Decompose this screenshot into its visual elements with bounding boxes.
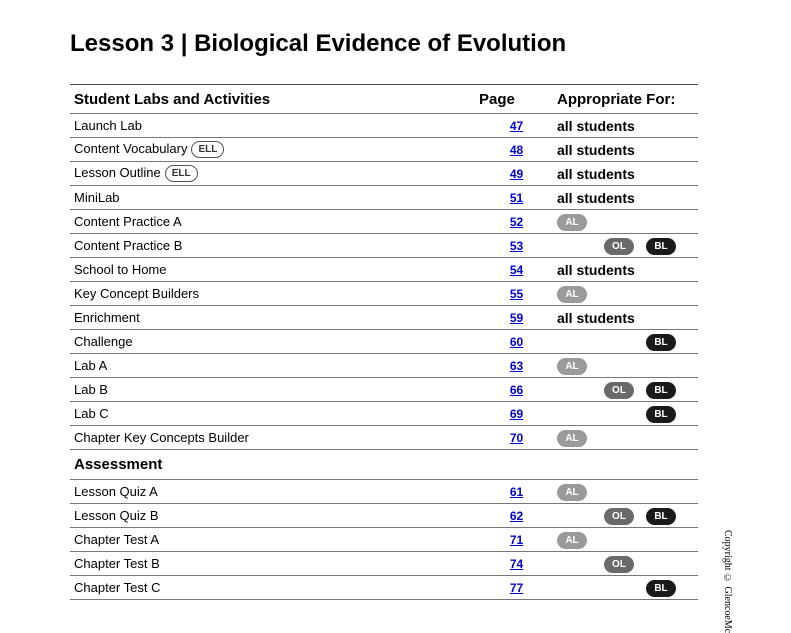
page-link[interactable]: 54 bbox=[509, 263, 524, 277]
al-badge: AL bbox=[557, 286, 587, 303]
section-header-row bbox=[70, 450, 698, 480]
header-page: Page bbox=[479, 85, 554, 114]
ell-badge: ELL bbox=[165, 165, 198, 182]
table-row bbox=[70, 258, 698, 282]
activity-name: Content Vocabulary bbox=[74, 140, 188, 156]
page-link[interactable]: 70 bbox=[509, 431, 524, 445]
copyright-notice: Copyright © GlencoeMc bbox=[722, 530, 733, 633]
activity-name-cell bbox=[70, 282, 479, 306]
appropriate-for-cell bbox=[554, 258, 698, 282]
page-link[interactable]: 51 bbox=[509, 191, 524, 205]
page-cell bbox=[479, 306, 554, 330]
page-cell bbox=[479, 138, 554, 162]
activity-name: Launch Lab bbox=[74, 118, 142, 133]
ol-badge: OL bbox=[604, 238, 634, 255]
table-row bbox=[70, 162, 698, 186]
page-cell bbox=[479, 528, 554, 552]
page-link[interactable]: 74 bbox=[509, 557, 524, 571]
page-cell bbox=[479, 162, 554, 186]
activity-name: Challenge bbox=[74, 334, 133, 349]
appropriate-for-cell bbox=[554, 480, 698, 504]
activity-name: Content Practice B bbox=[74, 238, 183, 253]
activity-name: Chapter Test A bbox=[74, 532, 160, 547]
audience-text: all students bbox=[557, 117, 635, 134]
table-row bbox=[70, 186, 698, 210]
page-cell bbox=[479, 114, 554, 138]
page-cell bbox=[479, 504, 554, 528]
table-row bbox=[70, 504, 698, 528]
page-link[interactable]: 55 bbox=[509, 287, 524, 301]
activity-name: Chapter Test B bbox=[74, 556, 160, 571]
al-badge: AL bbox=[557, 430, 587, 447]
activity-name-cell bbox=[70, 210, 479, 234]
page-link[interactable]: 52 bbox=[509, 215, 524, 229]
page-cell bbox=[479, 258, 554, 282]
al-badge: AL bbox=[557, 214, 587, 231]
page-cell bbox=[479, 330, 554, 354]
audience-text: all students bbox=[557, 309, 635, 326]
page-cell bbox=[479, 426, 554, 450]
activity-name-cell bbox=[70, 378, 479, 402]
bl-badge: BL bbox=[646, 382, 676, 399]
page-cell bbox=[479, 234, 554, 258]
appropriate-for-cell bbox=[554, 552, 698, 576]
table-row bbox=[70, 138, 698, 162]
activity-name-cell bbox=[70, 576, 479, 600]
table-row bbox=[70, 426, 698, 450]
section-assessment: Assessment bbox=[70, 450, 698, 480]
activity-name: Chapter Key Concepts Builder bbox=[74, 430, 249, 445]
page-link[interactable]: 69 bbox=[509, 407, 524, 421]
audience-text: all students bbox=[557, 261, 635, 278]
ol-badge: OL bbox=[604, 508, 634, 525]
page-cell bbox=[479, 576, 554, 600]
activity-name: Enrichment bbox=[74, 310, 140, 325]
page-cell bbox=[479, 186, 554, 210]
ell-badge: ELL bbox=[191, 141, 224, 158]
page-link[interactable]: 62 bbox=[509, 509, 524, 523]
table-row bbox=[70, 306, 698, 330]
activity-name: MiniLab bbox=[74, 190, 120, 205]
appropriate-for-cell bbox=[554, 528, 698, 552]
activity-name-cell bbox=[70, 258, 479, 282]
page-cell bbox=[479, 378, 554, 402]
table-row bbox=[70, 402, 698, 426]
activity-name-cell bbox=[70, 552, 479, 576]
table-row bbox=[70, 552, 698, 576]
appropriate-for-cell bbox=[554, 576, 698, 600]
table-row bbox=[70, 480, 698, 504]
bl-badge: BL bbox=[646, 406, 676, 423]
appropriate-for-cell bbox=[554, 234, 698, 258]
appropriate-for-cell bbox=[554, 378, 698, 402]
appropriate-for-cell bbox=[554, 114, 698, 138]
activity-name-cell bbox=[70, 114, 479, 138]
activity-name: Lab C bbox=[74, 406, 109, 421]
bl-badge: BL bbox=[646, 334, 676, 351]
activity-name: Lesson Outline bbox=[74, 164, 161, 180]
audience-text: all students bbox=[557, 189, 635, 206]
page-link[interactable]: 47 bbox=[509, 119, 524, 133]
page-link[interactable]: 61 bbox=[509, 485, 524, 499]
bl-badge: BL bbox=[646, 580, 676, 597]
table-row bbox=[70, 330, 698, 354]
activity-name: Lesson Quiz B bbox=[74, 508, 159, 523]
audience-text: all students bbox=[557, 165, 635, 182]
table-row bbox=[70, 354, 698, 378]
table-header-row bbox=[70, 85, 698, 114]
appropriate-for-cell bbox=[554, 426, 698, 450]
activity-name: Lab B bbox=[74, 382, 108, 397]
activity-name-cell bbox=[70, 528, 479, 552]
activity-name-cell bbox=[70, 480, 479, 504]
ol-badge: OL bbox=[604, 382, 634, 399]
activity-name: School to Home bbox=[74, 262, 167, 277]
activity-name: Lab A bbox=[74, 358, 108, 373]
page-title: Lesson 3 | Biological Evidence of Evolution bbox=[70, 30, 567, 57]
page-link[interactable]: 49 bbox=[509, 167, 524, 181]
activity-name-cell bbox=[70, 162, 479, 186]
table-row bbox=[70, 210, 698, 234]
page-cell bbox=[479, 402, 554, 426]
page-cell bbox=[479, 354, 554, 378]
page-link[interactable]: 53 bbox=[509, 239, 524, 253]
activity-name-cell bbox=[70, 354, 479, 378]
table-row bbox=[70, 528, 698, 552]
activity-name-cell bbox=[70, 234, 479, 258]
activity-name-cell bbox=[70, 402, 479, 426]
page-cell bbox=[479, 282, 554, 306]
appropriate-for-cell bbox=[554, 330, 698, 354]
activity-name-cell bbox=[70, 186, 479, 210]
activities-table bbox=[70, 84, 698, 600]
header-name: Student Labs and Activities bbox=[70, 85, 479, 114]
activity-name: Key Concept Builders bbox=[74, 286, 200, 301]
page-link[interactable]: 77 bbox=[509, 581, 524, 595]
table-row bbox=[70, 378, 698, 402]
activity-name-cell bbox=[70, 306, 479, 330]
table-row bbox=[70, 576, 698, 600]
appropriate-for-cell bbox=[554, 162, 698, 186]
page-cell bbox=[479, 552, 554, 576]
appropriate-for-cell bbox=[554, 402, 698, 426]
page-cell bbox=[479, 210, 554, 234]
appropriate-for-cell bbox=[554, 306, 698, 330]
appropriate-for-cell bbox=[554, 138, 698, 162]
page-link[interactable]: 59 bbox=[509, 311, 524, 325]
page-link[interactable]: 48 bbox=[509, 143, 524, 157]
activity-name: Chapter Test C bbox=[74, 580, 161, 595]
activity-name-cell bbox=[70, 426, 479, 450]
activity-name-cell bbox=[70, 138, 479, 162]
appropriate-for-cell bbox=[554, 210, 698, 234]
ol-badge: OL bbox=[604, 556, 634, 573]
page-cell bbox=[479, 480, 554, 504]
activity-name: Lesson Quiz A bbox=[74, 484, 158, 499]
activity-name-cell bbox=[70, 504, 479, 528]
al-badge: AL bbox=[557, 532, 587, 549]
page-link[interactable]: 60 bbox=[509, 335, 524, 349]
al-badge: AL bbox=[557, 358, 587, 375]
audience-text: all students bbox=[557, 141, 635, 158]
appropriate-for-cell bbox=[554, 504, 698, 528]
page-link[interactable]: 71 bbox=[509, 533, 524, 547]
table-row bbox=[70, 114, 698, 138]
appropriate-for-cell bbox=[554, 354, 698, 378]
al-badge: AL bbox=[557, 484, 587, 501]
header-appropriate-for: Appropriate For: bbox=[554, 85, 698, 114]
table-row bbox=[70, 282, 698, 306]
page-link[interactable]: 66 bbox=[509, 383, 524, 397]
activity-name: Content Practice A bbox=[74, 214, 182, 229]
page-link[interactable]: 63 bbox=[509, 359, 524, 373]
appropriate-for-cell bbox=[554, 282, 698, 306]
appropriate-for-cell bbox=[554, 186, 698, 210]
bl-badge: BL bbox=[646, 508, 676, 525]
activity-name-cell bbox=[70, 330, 479, 354]
bl-badge: BL bbox=[646, 238, 676, 255]
table-row bbox=[70, 234, 698, 258]
